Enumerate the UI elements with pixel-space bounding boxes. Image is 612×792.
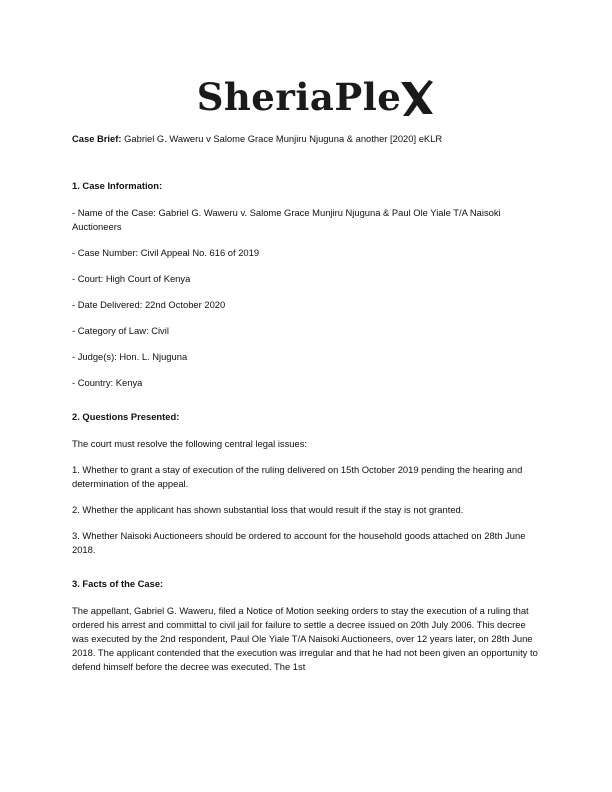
logo-x-mark — [399, 78, 435, 118]
case-number: - Case Number: Civil Appeal No. 616 of 2019 — [72, 247, 260, 258]
questions-presented-section — [72, 410, 542, 557]
logo-text: SheriaPle — [196, 75, 402, 119]
facts-section — [72, 577, 542, 674]
category-of-law: - Category of Law: Civil — [72, 325, 169, 336]
facts-body: The appellant, Gabriel G. Waweru, filed a Notice of Motion seeking orders to stay the execution of a ruling that ordered his arrest and committal to civil jail for failure to settle a decree issued on 20th July 2006. This decree was executed by the 2nd respondent, Paul Ole Yiale T/A Naisoki Auctioneers, over 12 years later, on 28th June 2018. The applicant contended that the execution was irregular and that he had not been given an opportunity to defend himself before the decree was executed. The 1st — [72, 605, 538, 672]
sheriaplex-logo — [0, 72, 612, 122]
case-information-section — [72, 179, 542, 390]
country: - Country: Kenya — [72, 377, 143, 388]
case-brief-content — [72, 132, 542, 674]
question-1: 1. Whether to grant a stay of execution of the ruling delivered on 15th October 2019 pending the hearing and determination of the appeal. — [72, 464, 523, 489]
case-name: - Name of the Case: Gabriel G. Waweru v. Salome Grace Munjiru Njuguna & Paul Ole Yiale T/A Naisoki Auctioneers — [72, 207, 501, 232]
judges: - Judge(s): Hon. L. Njuguna — [72, 351, 188, 362]
questions-intro: The court must resolve the following central legal issues: — [72, 438, 308, 449]
case-brief-citation: Gabriel G. Waweru v Salome Grace Munjiru Njuguna & another [2020] eKLR — [124, 133, 443, 144]
case-brief-line — [72, 132, 542, 146]
case-information-heading: 1. Case Information: — [72, 180, 163, 191]
question-3: 3. Whether Naisoki Auctioneers should be ordered to account for the household goods attached on 28th June 2018. — [72, 530, 526, 555]
question-2: 2. Whether the applicant has shown substantial loss that would result if the stay is not granted. — [72, 504, 464, 515]
case-brief-label: Case Brief: — [72, 133, 122, 144]
facts-heading: 3. Facts of the Case: — [72, 578, 164, 589]
questions-presented-heading: 2. Questions Presented: — [72, 411, 180, 422]
court: - Court: High Court of Kenya — [72, 273, 191, 284]
date-delivered: - Date Delivered: 22nd October 2020 — [72, 299, 226, 310]
